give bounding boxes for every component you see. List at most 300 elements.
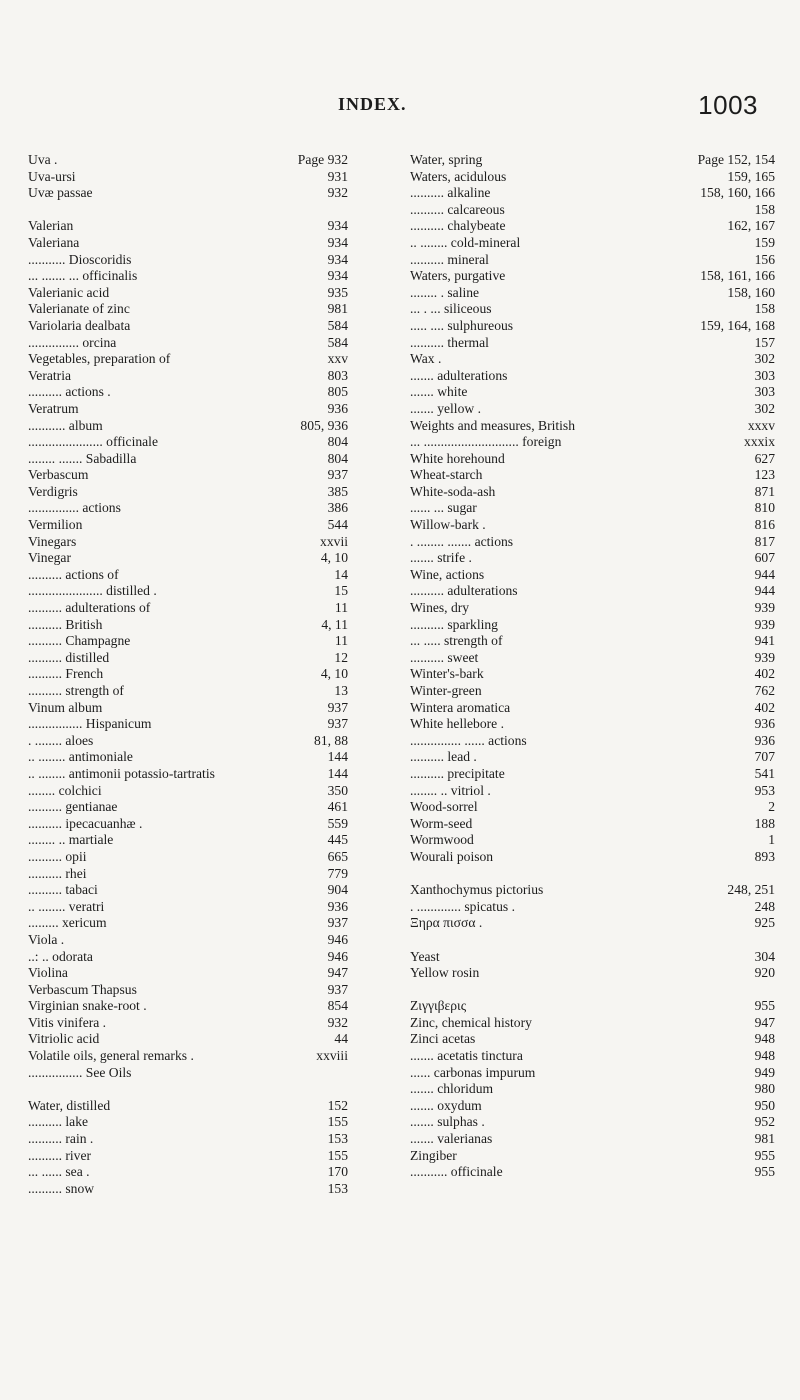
entry-term: Wintera aromatica — [410, 699, 511, 715]
index-entry — [410, 185, 775, 202]
index-entry — [410, 301, 775, 318]
index-entry — [28, 434, 348, 451]
index-entry — [410, 666, 775, 683]
index-entry — [28, 583, 348, 600]
index-entry — [28, 235, 348, 252]
entry-term: ....... strife . — [410, 550, 472, 566]
index-entry — [410, 1081, 775, 1098]
index-entry — [28, 832, 348, 849]
entry-page-ref: 584 — [327, 334, 348, 350]
index-entry — [410, 1048, 775, 1065]
index-entry — [28, 285, 348, 302]
entry-term: .......... adulterations — [410, 583, 518, 599]
index-entry — [410, 202, 775, 219]
entry-page-ref: 159 — [754, 234, 775, 250]
entry-page-ref: 541 — [754, 765, 775, 781]
index-entry — [28, 368, 348, 385]
entry-term: ...................... distilled . — [28, 583, 157, 599]
index-entry — [28, 799, 348, 816]
entry-page-ref: 156 — [754, 251, 775, 267]
entry-term: ....... adulterations — [410, 367, 508, 383]
index-entry — [410, 949, 775, 966]
entry-term: Volatile oils, general remarks . — [28, 1048, 194, 1064]
entry-page-ref: 939 — [754, 600, 775, 616]
entry-term: ............... orcina — [28, 334, 117, 350]
entry-page-ref: 950 — [754, 1097, 775, 1113]
index-entry — [410, 268, 775, 285]
index-entry — [410, 749, 775, 766]
entry-term: Yellow rosin — [410, 965, 480, 981]
entry-page-ref: 386 — [327, 500, 348, 516]
entry-term: Variolaria dealbata — [28, 317, 131, 333]
entry-term: Virginian snake-root . — [28, 998, 147, 1014]
entry-page-ref: 955 — [754, 998, 775, 1014]
entry-page-ref: 805, 936 — [300, 417, 348, 433]
entry-page-ref: 779 — [327, 865, 348, 881]
entry-page-ref: 158, 160, 166 — [700, 185, 775, 201]
entry-term: ...................... officinale — [28, 434, 158, 450]
index-entry — [410, 683, 775, 700]
index-entry — [28, 418, 348, 435]
entry-page-ref: 155 — [327, 1114, 348, 1130]
index-entry — [28, 169, 348, 186]
index-entry — [410, 1148, 775, 1165]
index-entry — [28, 617, 348, 634]
index-entry — [410, 932, 775, 949]
entry-page-ref: 946 — [327, 931, 348, 947]
entry-term: ... ...... sea . — [28, 1164, 90, 1180]
entry-page-ref: 944 — [754, 566, 775, 582]
index-entry — [410, 1164, 775, 1181]
index-entry — [410, 517, 775, 534]
entry-page-ref: 893 — [754, 848, 775, 864]
index-entry — [28, 500, 348, 517]
index-entry — [28, 467, 348, 484]
entry-page-ref: 170 — [327, 1164, 348, 1180]
index-entry — [410, 766, 775, 783]
entry-term: ........ ....... Sabadilla — [28, 450, 137, 466]
index-entry — [410, 899, 775, 916]
index-entry — [28, 1098, 348, 1115]
entry-term: Veratrum — [28, 400, 79, 416]
entry-term: Winter-green — [410, 683, 482, 698]
index-entry — [410, 434, 775, 451]
entry-page-ref: 152 — [327, 1097, 348, 1113]
entry-page-ref: 934 — [327, 218, 348, 234]
entry-page-ref: 981 — [754, 1131, 775, 1147]
entry-term: Xanthochymus pictorius — [410, 882, 544, 898]
entry-page-ref: 607 — [754, 550, 775, 566]
index-entry — [410, 716, 775, 733]
entry-term: .. ........ cold-mineral — [410, 234, 521, 250]
entry-term: .......... alkaline — [410, 185, 491, 201]
entry-page-ref: 854 — [327, 998, 348, 1014]
index-entry — [410, 169, 775, 186]
entry-page-ref: 980 — [754, 1081, 775, 1097]
entry-page-ref: 948 — [754, 1048, 775, 1064]
entry-page-ref: 871 — [754, 483, 775, 499]
entry-term: .......... tabaci — [28, 882, 98, 898]
entry-page-ref: 1 — [768, 832, 775, 848]
index-entry — [410, 849, 775, 866]
entry-page-ref: 804 — [327, 434, 348, 450]
entry-term: Waters, acidulous — [410, 168, 507, 184]
entry-page-ref: 707 — [754, 749, 775, 765]
entry-page-ref: 920 — [754, 965, 775, 981]
index-entry — [28, 1114, 348, 1131]
entry-term: .......... river — [28, 1147, 92, 1163]
entry-term: Vinum album — [28, 699, 103, 715]
index-entry — [410, 1065, 775, 1082]
entry-page-ref: 937 — [327, 981, 348, 997]
entry-term: .......... precipitate — [410, 765, 505, 781]
index-entry — [28, 1081, 348, 1098]
entry-page-ref: 12 — [334, 649, 348, 665]
index-entry — [28, 882, 348, 899]
entry-page-ref: 981 — [327, 301, 348, 317]
entry-page-ref: 4, 11 — [321, 616, 348, 632]
page-header — [0, 90, 800, 130]
index-entry — [28, 567, 348, 584]
entry-term: Zinc, chemical history — [410, 1014, 532, 1030]
entry-page-ref: 947 — [327, 965, 348, 981]
entry-page-ref: 941 — [754, 633, 775, 649]
entry-page-ref: 937 — [327, 915, 348, 931]
entry-term: .......... opii — [28, 848, 87, 864]
entry-term: ....... white — [410, 384, 468, 400]
entry-term: Wood-sorrel — [410, 799, 478, 815]
entry-page-ref: 805 — [327, 384, 348, 400]
index-entry — [410, 832, 775, 849]
index-entry — [28, 749, 348, 766]
entry-term: .......... ipecacuanhæ . — [28, 815, 143, 831]
entry-page-ref: 937 — [327, 699, 348, 715]
index-entry — [410, 235, 775, 252]
entry-page-ref: 158, 160 — [727, 284, 775, 300]
entry-term: .......... actions . — [28, 384, 111, 400]
entry-page-ref: 158, 161, 166 — [700, 268, 775, 284]
index-entry — [28, 932, 348, 949]
entry-page-ref: 936 — [327, 400, 348, 416]
entry-term: . ........ ....... actions — [410, 533, 514, 549]
entry-page-ref: 402 — [754, 666, 775, 682]
entry-page-ref: 936 — [754, 732, 775, 748]
entry-page-ref: 350 — [327, 782, 348, 798]
index-entry — [410, 335, 775, 352]
entry-page-ref: Page 932 — [297, 152, 348, 167]
entry-term: ........ . saline — [410, 284, 480, 300]
index-entry — [28, 716, 348, 733]
entry-page-ref: 81, 88 — [314, 732, 348, 748]
index-entry — [410, 418, 775, 435]
index-entry — [28, 185, 348, 202]
index-entry — [28, 1015, 348, 1032]
entry-page-ref: 153 — [327, 1180, 348, 1196]
entry-term: ..: .. odorata — [28, 948, 93, 964]
index-entry — [28, 301, 348, 318]
index-entry — [28, 600, 348, 617]
index-entry — [28, 650, 348, 667]
entry-term: White-soda-ash — [410, 483, 496, 499]
entry-term: ................ Hispanicum — [28, 716, 152, 732]
index-entry — [28, 1148, 348, 1165]
entry-page-ref: 402 — [754, 699, 775, 715]
entry-page-ref: 44 — [334, 1031, 348, 1047]
entry-page-ref: 939 — [754, 616, 775, 632]
index-entry — [410, 401, 775, 418]
index-entry — [410, 583, 775, 600]
index-entry — [28, 700, 348, 717]
index-entry — [28, 268, 348, 285]
index-entry — [28, 949, 348, 966]
index-entry — [28, 998, 348, 1015]
index-entry — [410, 1031, 775, 1048]
entry-page-ref: 932 — [327, 1014, 348, 1030]
index-entry — [28, 666, 348, 683]
entry-page-ref: 934 — [327, 234, 348, 250]
index-entry — [410, 368, 775, 385]
entry-page-ref: 944 — [754, 583, 775, 599]
entry-term: Winter's-bark — [410, 666, 484, 682]
entry-page-ref: 385 — [327, 483, 348, 499]
entry-term: ........ .. vitriol . — [410, 782, 491, 798]
entry-term: ........... album — [28, 417, 103, 433]
entry-page-ref: xxxv — [747, 417, 775, 433]
entry-term: ......... xericum — [28, 915, 107, 931]
entry-page-ref: 948 — [754, 1031, 775, 1047]
entry-term: Valerianic acid — [28, 284, 110, 300]
entry-term: ... ....... ... officinalis — [28, 268, 138, 284]
index-entry — [28, 783, 348, 800]
entry-page-ref: 153 — [327, 1131, 348, 1147]
entry-term: Uva-ursi — [28, 168, 76, 184]
entry-page-ref: 304 — [754, 948, 775, 964]
entry-term: Zinci acetas — [410, 1031, 476, 1047]
entry-term: Violina — [28, 965, 68, 981]
index-entry — [28, 1048, 348, 1065]
entry-term: .......... British — [28, 616, 103, 632]
entry-page-ref: 925 — [754, 915, 775, 931]
entry-term: .. ........ antimoniale — [28, 749, 133, 765]
entry-term: Wourali poison — [410, 848, 494, 864]
entry-term: . ........ aloes — [28, 732, 94, 748]
index-entry — [28, 534, 348, 551]
entry-term: Vitriolic acid — [28, 1031, 100, 1047]
entry-page-ref: 955 — [754, 1147, 775, 1163]
entry-page-ref: 627 — [754, 450, 775, 466]
index-entry — [410, 484, 775, 501]
entry-term: ............... ...... actions — [410, 732, 527, 748]
entry-term: .. ........ antimonii potassio-tartratis — [28, 765, 215, 781]
entry-term: .......... strength of — [28, 683, 124, 698]
entry-term: Vermilion — [28, 517, 83, 533]
index-entry — [28, 517, 348, 534]
entry-page-ref: 935 — [327, 284, 348, 300]
entry-term: Weights and measures, British — [410, 417, 576, 433]
index-entry — [28, 318, 348, 335]
entry-page-ref: xxv — [327, 351, 348, 367]
entry-page-ref: 937 — [327, 716, 348, 732]
entry-page-ref: 932 — [327, 185, 348, 201]
entry-term: .......... sparkling — [410, 616, 498, 632]
entry-page-ref: 159, 164, 168 — [700, 317, 775, 333]
entry-page-ref: xxviii — [316, 1048, 348, 1064]
entry-term: ..... .... sulphureous — [410, 317, 514, 333]
entry-term: ........ .. martiale — [28, 832, 114, 848]
index-entry — [410, 285, 775, 302]
entry-term: .......... adulterations of — [28, 600, 151, 616]
entry-term: ...... ... sugar — [410, 500, 477, 516]
entry-term: Worm-seed — [410, 815, 473, 831]
index-entry — [410, 733, 775, 750]
index-entry — [410, 351, 775, 368]
index-entry — [410, 384, 775, 401]
entry-term: .......... thermal — [410, 334, 489, 350]
index-entry — [28, 816, 348, 833]
entry-page-ref: 303 — [754, 367, 775, 383]
entry-page-ref: 158 — [754, 201, 775, 217]
entry-term: Water, distilled — [28, 1097, 111, 1113]
entry-page-ref: 162, 167 — [727, 218, 775, 234]
entry-term: Wines, dry — [410, 600, 470, 616]
index-entry — [410, 600, 775, 617]
entry-page-ref: 934 — [327, 251, 348, 267]
entry-term: Valerian — [28, 218, 74, 234]
entry-page-ref: 936 — [327, 898, 348, 914]
entry-term: ....... acetatis tinctura — [410, 1048, 523, 1064]
entry-term: Wormwood — [410, 832, 474, 848]
entry-page-ref: 559 — [327, 815, 348, 831]
entry-term: ................ See Oils — [28, 1064, 132, 1080]
entry-term: .......... sweet — [410, 649, 479, 665]
index-entry — [410, 700, 775, 717]
entry-page-ref: 11 — [334, 633, 348, 649]
index-entry — [410, 965, 775, 982]
entry-term: ... ............................ foreign — [410, 434, 562, 450]
entry-page-ref: 4, 10 — [320, 666, 348, 682]
index-entry — [410, 1015, 775, 1032]
entry-page-ref: 955 — [754, 1164, 775, 1180]
entry-term: Yeast — [410, 948, 440, 964]
entry-page-ref: 159, 165 — [727, 168, 775, 184]
index-entry — [28, 451, 348, 468]
index-entry — [28, 152, 348, 169]
entry-page-ref: 2 — [768, 799, 775, 815]
index-entry — [410, 152, 775, 169]
index-entry — [28, 1031, 348, 1048]
entry-page-ref: 949 — [754, 1064, 775, 1080]
entry-term: .......... calcareous — [410, 201, 505, 217]
index-entry — [410, 1114, 775, 1131]
entry-page-ref: 155 — [327, 1147, 348, 1163]
entry-term: Uvæ passae — [28, 185, 93, 201]
entry-page-ref: 934 — [327, 268, 348, 284]
entry-term: Vinegars — [28, 533, 77, 549]
entry-page-ref: 158 — [754, 301, 775, 317]
running-title: INDEX. — [338, 94, 407, 114]
entry-term: Valeriana — [28, 234, 80, 250]
entry-term: ... ..... strength of — [410, 633, 503, 649]
index-entry — [410, 633, 775, 650]
index-entry — [28, 351, 348, 368]
entry-term: .......... gentianae — [28, 799, 118, 815]
index-entry — [28, 849, 348, 866]
entry-term: ....... valerianas — [410, 1131, 493, 1147]
entry-page-ref: 952 — [754, 1114, 775, 1130]
index-entry — [410, 218, 775, 235]
entry-page-ref: 123 — [754, 467, 775, 483]
entry-page-ref: 144 — [327, 749, 348, 765]
entry-term: Uva . — [28, 152, 58, 167]
entry-page-ref: 302 — [754, 400, 775, 416]
entry-page-ref: 544 — [327, 517, 348, 533]
index-entry — [410, 534, 775, 551]
entry-page-ref: 810 — [754, 500, 775, 516]
entry-page-ref: 461 — [327, 799, 348, 815]
index-entry — [28, 384, 348, 401]
index-entry — [410, 451, 775, 468]
entry-page-ref: xxxix — [744, 434, 775, 450]
entry-term: Wax . — [410, 351, 442, 367]
entry-term: Verdigris — [28, 483, 78, 499]
entry-term: .......... French — [28, 666, 104, 682]
entry-page-ref: 946 — [327, 948, 348, 964]
entry-page-ref: xxvii — [320, 533, 348, 549]
entry-term: White hellebore . — [410, 716, 504, 732]
entry-page-ref: 188 — [754, 815, 775, 831]
index-column-left — [28, 152, 348, 1197]
entry-term: ............... actions — [28, 500, 121, 516]
index-entry — [28, 899, 348, 916]
entry-page-ref: 14 — [334, 566, 348, 582]
entry-term: Verbascum — [28, 467, 89, 483]
index-entry — [28, 1164, 348, 1181]
entry-term: ........ colchici — [28, 782, 102, 798]
entry-term: .......... Champagne — [28, 633, 131, 649]
index-entry — [28, 1181, 348, 1198]
entry-term: Ζιγγιβερις — [410, 998, 467, 1014]
entry-term: ........... officinale — [410, 1164, 503, 1180]
index-entry — [410, 550, 775, 567]
entry-page-ref: 904 — [327, 882, 348, 898]
entry-page-ref: 248 — [754, 898, 775, 914]
entry-term: Wine, actions — [410, 566, 485, 582]
entry-page-ref: 937 — [327, 467, 348, 483]
index-entry — [28, 766, 348, 783]
entry-term: White horehound — [410, 450, 505, 466]
index-entry — [28, 982, 348, 999]
index-entry — [28, 866, 348, 883]
entry-page-ref: 947 — [754, 1014, 775, 1030]
entry-term: ........... Dioscoridis — [28, 251, 132, 267]
entry-page-ref: 665 — [327, 848, 348, 864]
entry-page-ref: 445 — [327, 832, 348, 848]
index-entry — [410, 982, 775, 999]
index-entry — [28, 633, 348, 650]
index-entry — [28, 1065, 348, 1082]
index-entry — [28, 335, 348, 352]
entry-term: Vinegar — [28, 550, 71, 566]
index-entry — [28, 1131, 348, 1148]
entry-page-ref: 762 — [754, 683, 775, 698]
entry-page-ref: 4, 10 — [320, 550, 348, 566]
entry-term: ....... sulphas . — [410, 1114, 485, 1130]
entry-term: .......... rhei — [28, 865, 87, 881]
index-entry — [410, 252, 775, 269]
entry-term: Viola . — [28, 931, 65, 947]
entry-page-ref: 804 — [327, 450, 348, 466]
entry-term: . ............. spicatus . — [410, 898, 515, 914]
